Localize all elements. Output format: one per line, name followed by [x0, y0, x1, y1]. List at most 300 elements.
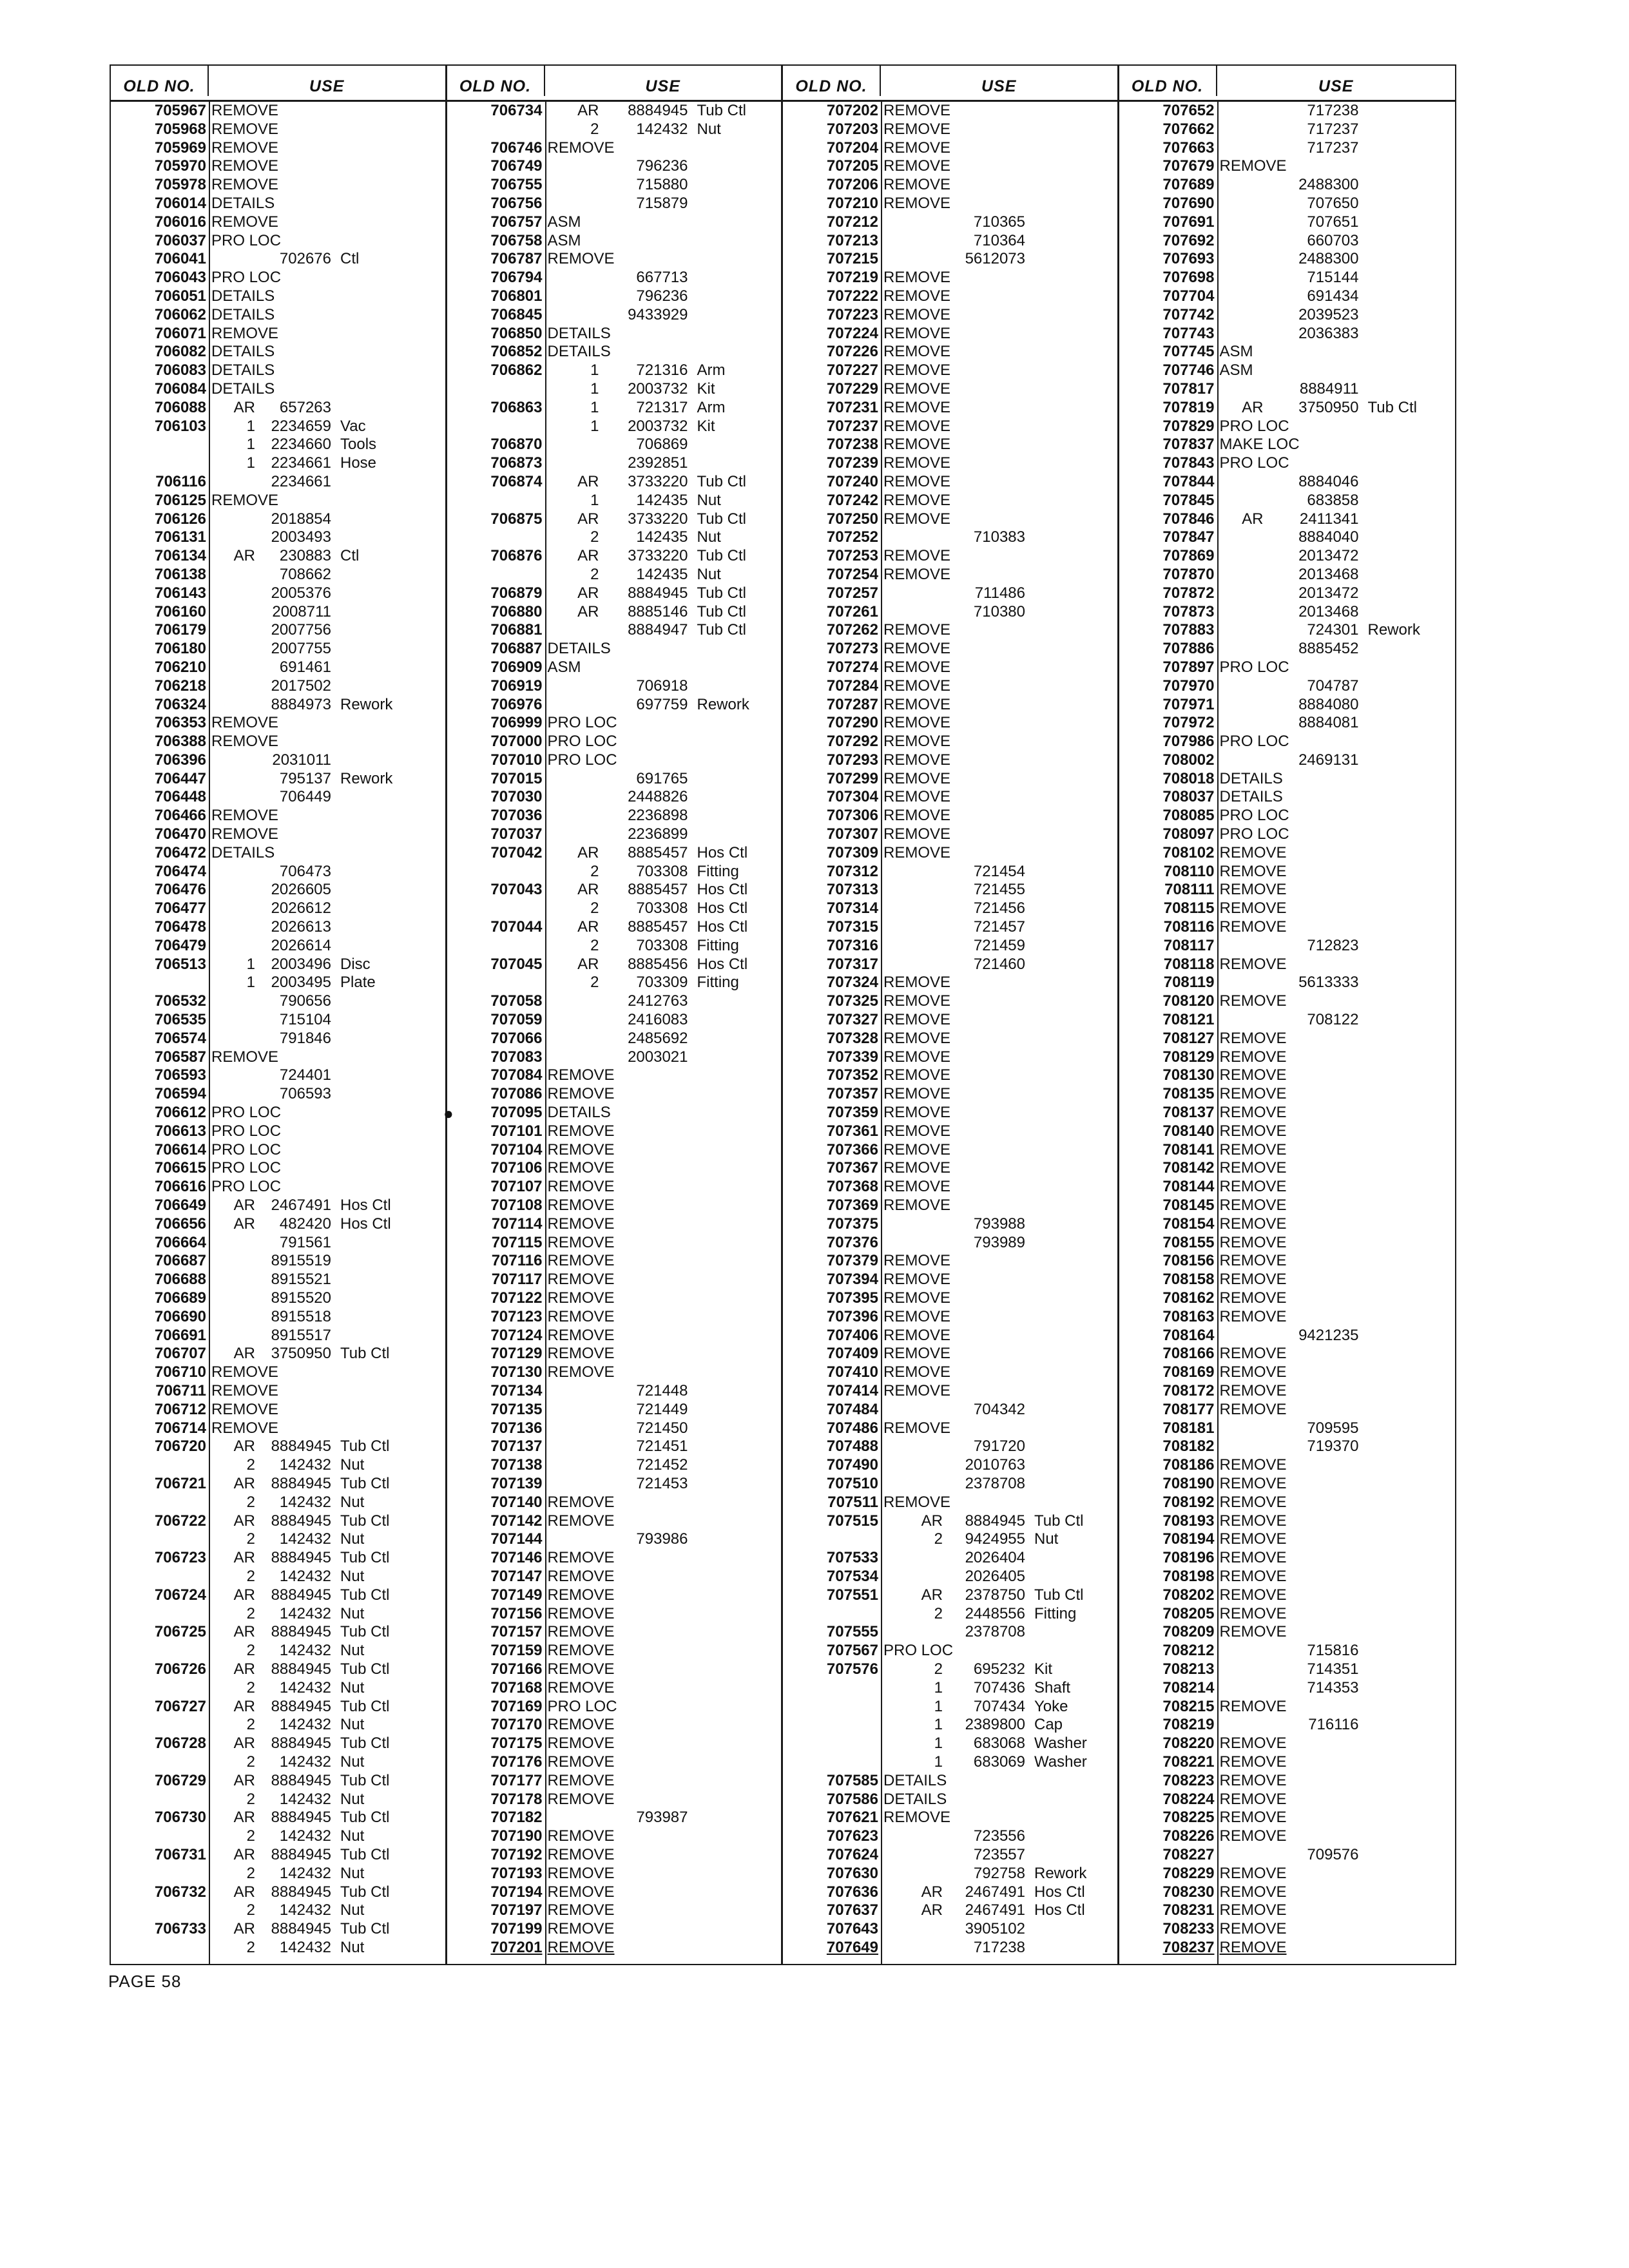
qty-cell: [209, 696, 260, 715]
description-cell: [695, 1030, 782, 1048]
description-cell: [338, 621, 445, 640]
old-no-cell: 707262: [826, 621, 878, 639]
qty-cell: 2: [590, 936, 599, 954]
table-row: [1119, 1345, 1456, 1363]
table-row: [447, 1345, 782, 1363]
description-cell: Tub Ctl: [697, 102, 746, 119]
description-cell: [695, 306, 782, 325]
table-row: [447, 751, 782, 770]
qty-cell: 2: [246, 1938, 255, 1956]
part-no-cell: 721448: [636, 1381, 688, 1399]
use-status-cell: REMOVE: [883, 992, 951, 1010]
table-row: [783, 770, 1117, 789]
use-status-cell: PRO LOC: [547, 733, 617, 751]
qty-cell: 2: [246, 1493, 255, 1511]
old-no-cell: 707182: [490, 1809, 543, 1827]
use-status-cell: REMOVE: [883, 1122, 951, 1140]
qty-cell: [545, 269, 604, 287]
table-row: [111, 1159, 445, 1178]
old-no-cell: 708223: [1162, 1771, 1215, 1789]
old-no-cell: 705970: [154, 157, 206, 175]
description-cell: [338, 473, 445, 492]
use-status-cell: REMOVE: [547, 1140, 615, 1158]
description-cell: [695, 1401, 782, 1419]
table-row: [111, 1865, 445, 1883]
use-status-cell: REMOVE: [883, 1048, 951, 1066]
table-row: [111, 584, 445, 603]
table-row: [783, 1679, 1117, 1698]
part-no-cell: 712823: [1307, 936, 1359, 954]
part-no-cell: 793989: [973, 1233, 1025, 1251]
description-cell: Fitting: [1034, 1604, 1077, 1622]
old-no-cell: 707142: [490, 1512, 543, 1530]
qty-cell: [1217, 621, 1269, 640]
use-status-cell: REMOVE: [1219, 1400, 1287, 1418]
table-row: [111, 399, 445, 418]
old-no-cell: 708230: [1162, 1883, 1215, 1901]
part-no-cell: 8884945: [271, 1474, 331, 1492]
part-no-cell: 2236898: [628, 807, 688, 825]
old-no-cell: 706478: [154, 918, 206, 936]
old-no-cell: 706103: [154, 417, 206, 435]
table-row: [111, 956, 445, 974]
use-header: USE: [309, 77, 345, 95]
description-cell: Nut: [340, 1604, 365, 1622]
use-status-cell: REMOVE: [883, 1066, 951, 1084]
old-no-cell: 706051: [154, 287, 206, 305]
table-row: [111, 1382, 445, 1401]
old-no-cell: 707406: [826, 1326, 878, 1344]
qty-cell: 2: [246, 1753, 255, 1771]
old-no-cell: 707873: [1162, 602, 1215, 620]
table-row: [111, 1030, 445, 1048]
table-row: [1119, 1901, 1456, 1920]
old-no-cell: [783, 1698, 881, 1716]
description-cell: [1032, 918, 1117, 937]
description-cell: Tub Ctl: [340, 1883, 390, 1901]
table-row: [783, 473, 1117, 492]
description-cell: Fitting: [697, 974, 739, 992]
description-cell: [1365, 120, 1456, 139]
use-status-cell: DETAILS: [211, 843, 275, 861]
use-status-cell: REMOVE: [211, 102, 279, 119]
old-no-cell: 707369: [826, 1196, 878, 1215]
qty-cell: [1217, 1011, 1269, 1030]
description-cell: [338, 1030, 445, 1048]
old-no-cell: 708121: [1162, 1011, 1215, 1029]
description-cell: [695, 287, 782, 306]
table-row: [111, 677, 445, 696]
use-status-cell: PRO LOC: [211, 1104, 282, 1122]
part-no-cell: 2013472: [1298, 584, 1359, 602]
description-cell: [1365, 325, 1456, 343]
table-row: [1119, 361, 1456, 380]
old-no-cell: 706594: [154, 1085, 206, 1103]
table-row: [1119, 343, 1456, 361]
qty-cell: [881, 937, 948, 956]
use-status-cell: REMOVE: [211, 714, 279, 732]
old-no-cell: 707284: [826, 677, 878, 695]
qty-cell: AR: [577, 955, 599, 973]
use-status-cell: REMOVE: [211, 807, 279, 825]
qty-cell: AR: [577, 918, 599, 936]
old-no-cell: 707231: [826, 398, 878, 416]
old-no-cell: 707205: [826, 157, 878, 175]
old-no-cell: 706746: [490, 139, 543, 157]
use-status-cell: REMOVE: [883, 1104, 951, 1122]
table-row: [447, 1846, 782, 1865]
qty-cell: 1: [246, 974, 255, 992]
table-row: [111, 1846, 445, 1865]
old-no-cell: 707313: [826, 881, 878, 899]
old-no-cell: 706755: [490, 176, 543, 194]
column-divider: [1217, 102, 1219, 1964]
old-no-cell: 706711: [155, 1381, 206, 1399]
table-row: [783, 1846, 1117, 1865]
use-status-cell: REMOVE: [211, 1419, 279, 1437]
table-row: [783, 399, 1117, 418]
table-row: [1119, 1178, 1456, 1196]
table-row: [1119, 1234, 1456, 1253]
use-status-cell: REMOVE: [547, 1827, 615, 1845]
old-no-cell: 707084: [490, 1066, 543, 1084]
table-row: [783, 881, 1117, 899]
use-status-cell: REMOVE: [1219, 1140, 1287, 1158]
part-no-cell: 715104: [279, 1011, 331, 1029]
table-row: [1119, 176, 1456, 195]
qty-cell: 1: [934, 1697, 943, 1715]
part-no-cell: 2378708: [965, 1474, 1025, 1492]
description-cell: Tub Ctl: [1034, 1512, 1084, 1530]
old-no-cell: 707168: [490, 1678, 543, 1696]
part-no-cell: 2003021: [628, 1048, 688, 1066]
qty-cell: [1217, 603, 1269, 622]
old-no-cell: 707576: [826, 1660, 878, 1678]
use-status-cell: REMOVE: [883, 751, 951, 769]
use-status-cell: PRO LOC: [211, 1140, 282, 1158]
use-status-cell: DETAILS: [211, 380, 275, 398]
qty-cell: [209, 1085, 260, 1104]
table-row: [783, 1716, 1117, 1735]
part-no-cell: 715816: [1307, 1642, 1359, 1660]
description-cell: [1365, 1011, 1456, 1030]
description-cell: [695, 1011, 782, 1030]
old-no-cell: 708156: [1162, 1252, 1215, 1270]
use-status-cell: REMOVE: [211, 1400, 279, 1418]
part-no-cell: 704787: [1307, 677, 1359, 695]
table-row: [111, 1512, 445, 1531]
table-row: [783, 306, 1117, 325]
qty-cell: AR: [577, 547, 599, 565]
qty-cell: [209, 566, 260, 584]
description-cell: Nut: [340, 1790, 365, 1808]
use-status-cell: PRO LOC: [1219, 658, 1289, 676]
description-cell: [1365, 974, 1456, 992]
old-no-cell: 707327: [826, 1011, 878, 1029]
part-no-cell: 2236899: [628, 825, 688, 843]
use-status-cell: DETAILS: [1219, 788, 1283, 806]
use-status-cell: REMOVE: [1219, 1809, 1287, 1827]
old-no-cell: 707104: [490, 1140, 543, 1158]
table-row: [447, 714, 782, 733]
use-status-cell: REMOVE: [883, 565, 951, 583]
table-row: [783, 102, 1117, 120]
table-row: [1119, 1939, 1456, 1957]
use-status-cell: REMOVE: [547, 1753, 615, 1771]
qty-cell: [881, 1939, 948, 1957]
qty-cell: [545, 1030, 604, 1048]
old-no-cell: 707624: [826, 1845, 878, 1863]
qty-cell: [881, 1846, 948, 1865]
description-cell: Nut: [340, 1678, 365, 1696]
part-no-cell: 721452: [636, 1456, 688, 1474]
description-cell: [1365, 176, 1456, 195]
description-cell: Hos Ctl: [697, 881, 748, 899]
qty-cell: AR: [921, 1512, 943, 1530]
table-row: [447, 640, 782, 658]
old-no-cell: 707147: [490, 1567, 543, 1585]
part-no-cell: 793987: [636, 1809, 688, 1827]
table-row: [783, 992, 1117, 1011]
table-row: [447, 1437, 782, 1456]
part-no-cell: 2003732: [628, 417, 688, 435]
table-row: [783, 1920, 1117, 1939]
old-no-cell: 707662: [1162, 120, 1215, 138]
bullet-mark: ●: [443, 1104, 454, 1123]
part-no-cell: 691434: [1307, 287, 1359, 305]
old-no-cell: 708127: [1162, 1029, 1215, 1047]
part-no-cell: 2003495: [271, 974, 331, 992]
old-no-cell: 707510: [826, 1474, 878, 1492]
table-row: [447, 1327, 782, 1345]
part-no-cell: 8884081: [1298, 714, 1359, 732]
use-status-cell: REMOVE: [547, 1159, 615, 1177]
use-status-cell: REMOVE: [1219, 1623, 1287, 1641]
old-no-cell: 708130: [1162, 1066, 1215, 1084]
use-status-cell: REMOVE: [547, 1660, 615, 1678]
old-no-cell: 707219: [826, 269, 878, 287]
use-status-cell: REMOVE: [1219, 1530, 1287, 1548]
part-no-cell: 2469131: [1298, 751, 1359, 769]
old-no-cell: 706083: [154, 361, 206, 380]
old-no-cell: 707287: [826, 695, 878, 713]
use-status-cell: REMOVE: [211, 1363, 279, 1381]
old-no-cell: 706875: [490, 510, 543, 528]
use-status-cell: PRO LOC: [1219, 825, 1289, 843]
part-no-cell: 724301: [1307, 621, 1359, 639]
old-no-cell: 706656: [154, 1215, 206, 1233]
table-row: [447, 621, 782, 640]
qty-cell: [1217, 937, 1269, 956]
old-no-cell: 707134: [490, 1381, 543, 1399]
qty-cell: [545, 176, 604, 195]
use-status-cell: REMOVE: [1219, 881, 1287, 899]
part-no-cell: 230883: [279, 547, 331, 565]
description-cell: [1365, 1679, 1456, 1698]
part-no-cell: 2026605: [271, 881, 331, 899]
old-no-cell: 706396: [154, 751, 206, 769]
description-cell: [1365, 473, 1456, 492]
qty-cell: [545, 677, 604, 696]
old-no-cell: 708224: [1162, 1790, 1215, 1808]
qty-cell: 1: [934, 1753, 943, 1771]
qty-cell: [881, 250, 948, 269]
table-row: [447, 1809, 782, 1827]
description-cell: [338, 1234, 445, 1253]
old-no-cell: 707972: [1162, 714, 1215, 732]
old-no-cell: 706447: [154, 769, 206, 787]
qty-cell: [1217, 176, 1269, 195]
description-cell: Nut: [697, 120, 721, 138]
use-status-cell: REMOVE: [883, 1419, 951, 1437]
table-row: [1119, 1586, 1456, 1605]
qty-cell: AR: [921, 1883, 943, 1901]
old-no-cell: 708192: [1162, 1493, 1215, 1511]
use-status-cell: REMOVE: [883, 1159, 951, 1177]
qty-cell: AR: [233, 1883, 255, 1901]
use-status-cell: REMOVE: [211, 213, 279, 231]
use-status-cell: REMOVE: [1219, 1029, 1287, 1047]
old-no-cell: 707324: [826, 974, 878, 992]
part-no-cell: 8884945: [271, 1809, 331, 1827]
use-status-cell: REMOVE: [547, 1567, 615, 1585]
use-status-cell: REMOVE: [883, 547, 951, 565]
description-cell: [338, 937, 445, 956]
description-cell: [695, 788, 782, 807]
table-row: [111, 640, 445, 658]
qty-cell: [209, 881, 260, 899]
part-no-cell: 724401: [279, 1066, 331, 1084]
qty-cell: [209, 770, 260, 789]
table-row: [783, 1345, 1117, 1363]
use-status-cell: REMOVE: [883, 194, 951, 212]
use-status-cell: REMOVE: [1219, 1512, 1287, 1530]
description-cell: [1365, 287, 1456, 306]
table-row: [783, 1122, 1117, 1141]
part-no-cell: 2013468: [1298, 565, 1359, 583]
old-no-cell: 706757: [490, 213, 543, 231]
table-row: [1119, 1753, 1456, 1772]
qty-cell: [545, 807, 604, 825]
table-row: [111, 325, 445, 343]
table-row: [1119, 510, 1456, 529]
part-no-cell: 706918: [636, 677, 688, 695]
description-cell: Yoke: [1034, 1697, 1068, 1715]
part-no-cell: 8915518: [271, 1307, 331, 1325]
table-row: [783, 899, 1117, 918]
old-no-cell: [111, 1679, 209, 1698]
part-no-cell: 2007755: [271, 640, 331, 658]
table-row: [111, 1289, 445, 1308]
table-row: [1119, 881, 1456, 899]
old-no-cell: 707663: [1162, 139, 1215, 157]
use-status-cell: REMOVE: [1219, 1938, 1287, 1956]
qty-cell: [209, 751, 260, 770]
use-status-cell: REMOVE: [547, 1771, 615, 1789]
part-no-cell: 8884945: [271, 1586, 331, 1604]
old-no-cell: 708169: [1162, 1363, 1215, 1381]
qty-cell: [881, 213, 948, 232]
table-row: [1119, 863, 1456, 881]
old-no-cell: 708229: [1162, 1864, 1215, 1882]
qty-cell: 1: [590, 380, 599, 398]
old-no-cell: 707203: [826, 120, 878, 138]
part-no-cell: 142432: [279, 1864, 331, 1882]
description-cell: [338, 658, 445, 677]
qty-cell: 2: [246, 1901, 255, 1919]
table-row: [111, 287, 445, 306]
old-no-cell: 707224: [826, 324, 878, 342]
part-no-cell: 703308: [636, 899, 688, 918]
table-row: [447, 1530, 782, 1549]
table-row: [783, 714, 1117, 733]
qty-cell: AR: [233, 1660, 255, 1678]
table-row: [1119, 621, 1456, 640]
table-row: [447, 1883, 782, 1902]
old-no-cell: 706477: [154, 899, 206, 918]
part-no-cell: 683858: [1307, 491, 1359, 509]
table-row: [447, 937, 782, 956]
part-no-cell: 8885457: [628, 843, 688, 861]
old-no-cell: 706707: [154, 1345, 206, 1363]
old-no-cell: 707222: [826, 287, 878, 305]
old-no-cell: [447, 380, 545, 399]
old-no-cell: 706749: [490, 157, 543, 175]
old-no-cell: 706734: [490, 102, 543, 119]
part-no-cell: 2448826: [628, 788, 688, 806]
description-cell: Rework: [697, 695, 749, 713]
old-no-cell: 707149: [490, 1586, 543, 1604]
old-no-cell: 707193: [490, 1864, 543, 1882]
table-row: [783, 1623, 1117, 1642]
old-no-cell: 708220: [1162, 1735, 1215, 1753]
qty-cell: [1217, 640, 1269, 658]
qty-cell: 2: [590, 974, 599, 992]
qty-cell: 2: [246, 1716, 255, 1734]
table-row: [111, 770, 445, 789]
table-row: [1119, 232, 1456, 251]
table-row: [1119, 1883, 1456, 1902]
table-row: [1119, 1827, 1456, 1846]
use-status-cell: REMOVE: [211, 491, 279, 509]
use-status-cell: REMOVE: [883, 1345, 951, 1363]
old-no-cell: 707704: [1162, 287, 1215, 305]
old-no-cell: 707843: [1162, 454, 1215, 472]
part-no-cell: 5612073: [965, 250, 1025, 268]
table-row: [447, 956, 782, 974]
old-no-cell: 708202: [1162, 1586, 1215, 1604]
part-no-cell: 721460: [973, 955, 1025, 973]
table-row: [447, 454, 782, 473]
qty-cell: 1: [246, 955, 255, 973]
part-no-cell: 142432: [279, 1716, 331, 1734]
table-row: [1119, 825, 1456, 844]
old-no-cell: 707490: [826, 1456, 878, 1474]
qty-cell: 2: [246, 1827, 255, 1845]
table-row: [447, 1419, 782, 1438]
table-row: [447, 1549, 782, 1568]
table-row: [783, 918, 1117, 937]
part-no-cell: 2013468: [1298, 602, 1359, 620]
old-no-cell: [447, 974, 545, 992]
table-row: [111, 343, 445, 361]
use-status-cell: REMOVE: [1219, 157, 1287, 175]
old-no-cell: 706727: [154, 1697, 206, 1715]
description-cell: [338, 399, 445, 418]
part-no-cell: 710365: [973, 213, 1025, 231]
description-cell: Tub Ctl: [340, 1735, 390, 1753]
old-no-cell: 707299: [826, 769, 878, 787]
